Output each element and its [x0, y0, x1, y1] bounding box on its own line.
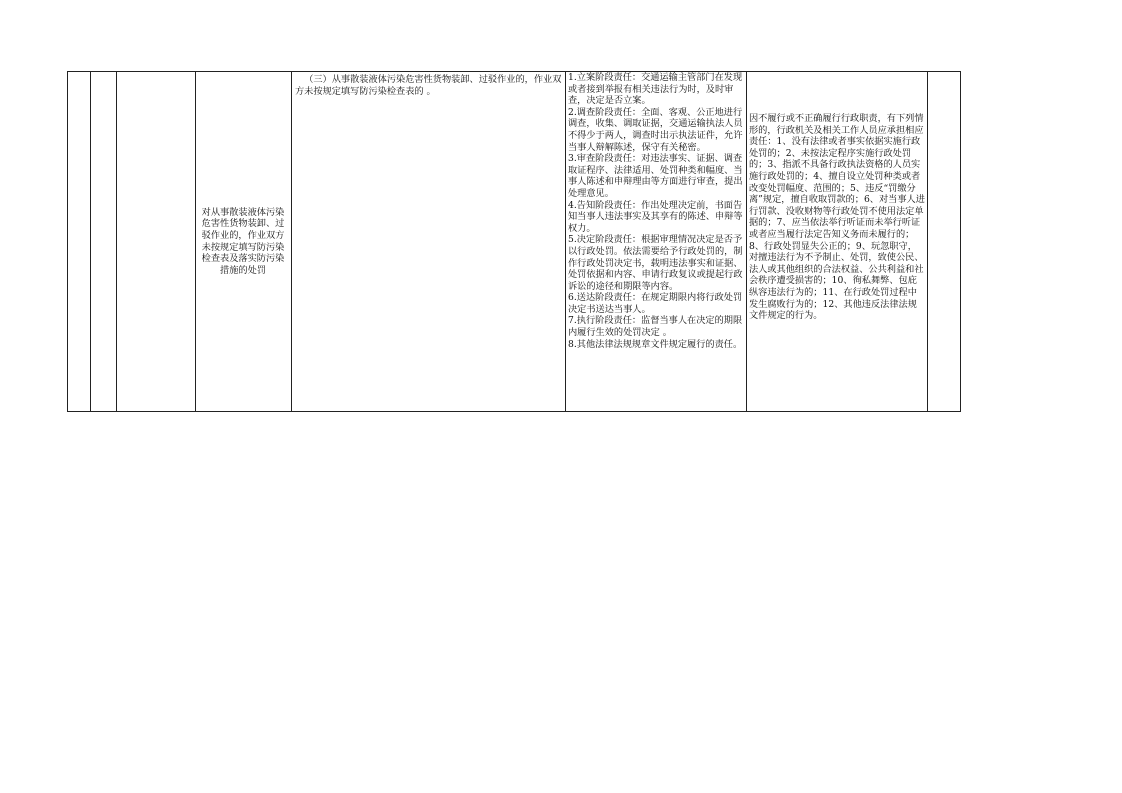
duty-stage-decision: 5.决定阶段责任：根据审理情况决定是否予以行政处罚。依法需要给予行政处罚的，制作行政处罚决定书，载明违法事实和证据、处罚依据和内容、申请行政复议或提起行政诉讼的途径和期限等内容。 [568, 234, 743, 292]
duty-stage-notice: 4.告知阶段责任：作出处理决定前，书面告知当事人违法事实及其享有的陈述、申辩等权力。 [568, 199, 743, 234]
legal-basis-cell [292, 72, 566, 411]
table-fragment [67, 71, 961, 412]
duty-stage-other: 8.其他法律法规规章文件规定履行的责任。 [568, 338, 743, 350]
duty-stage-filing: 1.立案阶段责任：交通运输主管部门在发现或者接到举报有相关违法行为时，及时审查，决定是否立案。 [568, 72, 743, 107]
duty-stage-review: 3.审查阶段责任：对违法事实、证据、调查取证程序、法律适用、处罚种类和幅度、当事人陈述和申辩理由等方面进行审查，提出处理意见。 [568, 153, 743, 199]
liability-cell [747, 72, 927, 411]
item-name-cell [196, 72, 290, 411]
item-name-text: 对从事散装液体污染危害性货物装卸、过驳作业的，作业双方未按规定填写防污染检查表及落实防污染措施的处罚 [201, 206, 285, 276]
column-divider [90, 72, 91, 411]
legal-basis-text: （三）从事散装液体污染危害性货物装卸、过驳作业的，作业双方未按规定填写防污染检查表的 。 [295, 74, 562, 97]
duty-stage-delivery: 6.送达阶段责任：在规定期限内将行政处罚决定书送达当事人。 [568, 292, 743, 315]
duty-stage-investigation: 2.调查阶段责任：全面、客观、公正地进行调查，收集、调取证据，交通运输执法人员不得少于两人，调查时出示执法证件，允许当事人辩解陈述，保守有关秘密。 [568, 106, 743, 153]
column-divider [116, 72, 117, 411]
column-divider [927, 72, 928, 411]
duty-stage-execution: 7.执行阶段责任：监督当事人在决定的期限内履行生效的处罚决定 。 [568, 315, 743, 339]
liability-text: 因不履行或不正确履行行政职责，有下列情形的，行政机关及相关工作人员应承担相应责任：1、没有法律或者事实依据实施行政处罚的；2、未按法定程序实施行政处罚的；3、指派不具备行政执法资格的人员实施行政处罚的；4、擅自设立处罚种类或者改变处罚幅度、范围的；5、违反“罚缴分离”规定，擅自收取罚款的；6、对当事人进行罚款、没收财物等行政处罚不使用法定单据的；7、应当依法举行听证而未举行听证或者应当履行法定告知义务而未履行的；8、行政处罚显失公正的；9、玩忽职守，对擅违法行为不予制止、处罚，致使公民、法人或其他组织的合法权益、公共利益和社会秩序遭受损害的；10、徇私舞弊、包庇纵容违法行为的；11、在行政处罚过程中发生腐败行为的；12、其他违反法律法规文件规定的行为。 [749, 113, 925, 322]
duty-stages-cell [566, 72, 746, 411]
